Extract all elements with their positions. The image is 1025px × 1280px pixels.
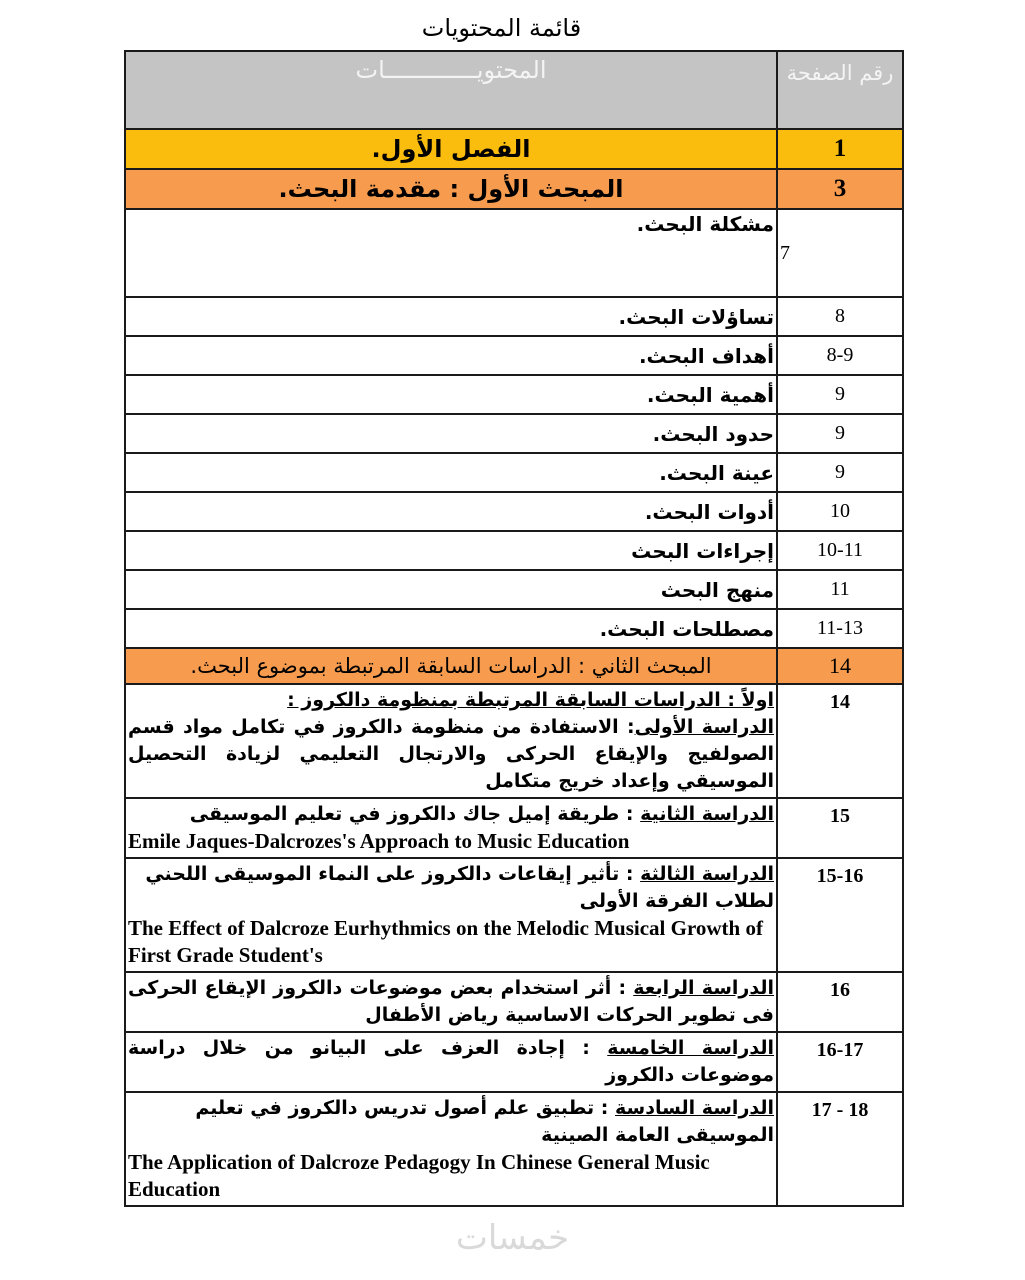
- toc-item: إجراءات البحث: [125, 531, 777, 570]
- study-english-title: Emile Jaques-Dalcrozes's Approach to Music Education: [128, 829, 630, 853]
- toc-item: مشكلة البحث.: [125, 209, 777, 297]
- toc-page: 8-9: [777, 336, 903, 375]
- toc-item: تساؤلات البحث.: [125, 297, 777, 336]
- chapter-row: [125, 129, 903, 169]
- study-row: [125, 1092, 903, 1206]
- study-row: [125, 972, 903, 1032]
- table-header: [125, 51, 903, 129]
- watermark-logo: خمسات: [455, 1218, 570, 1258]
- toc-page: 9: [777, 375, 903, 414]
- chapter-page: 1: [777, 129, 903, 169]
- toc-row: [125, 453, 903, 492]
- study-label: الدراسة السادسة: [615, 1097, 774, 1119]
- study-entry: [125, 798, 777, 858]
- study-label: الدراسة الرابعة: [633, 977, 774, 999]
- study-english-title: The Effect of Dalcroze Eurhythmics on the Melodic Musical Growth of First Grade Student's: [128, 916, 763, 967]
- study-text-block: [128, 975, 774, 1029]
- study-page: 16: [777, 972, 903, 1032]
- study-row: [125, 858, 903, 972]
- study-text-block: [128, 1095, 774, 1149]
- study-page: 15: [777, 798, 903, 858]
- toc-page: 9: [777, 414, 903, 453]
- study-text-block: [128, 714, 774, 795]
- study-text: : تأثير إيقاعات دالكروز على النماء الموسيقى اللحني لطلاب الفرقة الأولى: [145, 863, 774, 912]
- toc-page: 10: [777, 492, 903, 531]
- contents-table: [124, 50, 904, 1207]
- toc-row: [125, 531, 903, 570]
- toc-item: أهداف البحث.: [125, 336, 777, 375]
- study-entry: [125, 1032, 777, 1092]
- study-page: 14: [777, 684, 903, 798]
- study-label: الدراسة الأولى: [634, 716, 775, 738]
- study-page: 15-16: [777, 858, 903, 972]
- toc-item: حدود البحث.: [125, 414, 777, 453]
- study-entry: [125, 684, 777, 798]
- toc-row: [125, 375, 903, 414]
- chapter-title: الفصل الأول.: [125, 129, 777, 169]
- toc-row: [125, 336, 903, 375]
- study-text: : طريقة إميل جاك دالكروز في تعليم الموسيقى: [189, 803, 641, 825]
- toc-page: 8: [777, 297, 903, 336]
- study-text-block: [128, 801, 774, 828]
- section-page: 14: [777, 648, 903, 684]
- study-row: [125, 684, 903, 798]
- page-title: قائمة المحتويات: [421, 14, 582, 42]
- section-row: [125, 169, 903, 209]
- toc-row: [125, 414, 903, 453]
- toc-item: أهمية البحث.: [125, 375, 777, 414]
- toc-page: 11-13: [777, 609, 903, 648]
- study-text-block: [128, 861, 774, 915]
- header-contents: المحتويـــــــــــــات: [125, 51, 777, 129]
- header-page-number: رقم الصفحة: [777, 51, 903, 129]
- study-text-block: [128, 1035, 774, 1089]
- section-title: المبحث الثاني : الدراسات السابقة المرتبطة بموضوع البحث.: [125, 648, 777, 684]
- section-row: [125, 648, 903, 684]
- study-group-heading: اولاً : الدراسات السابقة المرتبطة بمنظومة دالكروز :: [287, 689, 774, 711]
- study-label: الدراسة الثالثة: [640, 863, 774, 885]
- toc-row: [125, 570, 903, 609]
- toc-item: أدوات البحث.: [125, 492, 777, 531]
- toc-item: منهج البحث: [125, 570, 777, 609]
- study-text: : تطبيق علم أصول تدريس دالكروز في تعليم الموسيقى العامة الصينية: [195, 1097, 774, 1146]
- study-text: : الاستفادة من منظومة دالكروز في تكامل مواد قسم الصولفيج والإيقاع الحركى والارتجال التعليمي لزيادة التحصيل الموسيقي وإعداد خريج متكامل: [128, 716, 774, 792]
- study-label: الدراسة الثانية: [640, 803, 774, 825]
- toc-row: [125, 297, 903, 336]
- study-english-title: The Application of Dalcroze Pedagogy In Chinese General Music Education: [128, 1150, 710, 1201]
- study-text: : إجادة العزف على البيانو من خلال دراسة موضوعات دالكروز: [128, 1037, 774, 1086]
- study-row: [125, 798, 903, 858]
- study-page: 18 - 17: [777, 1092, 903, 1206]
- study-entry: [125, 972, 777, 1032]
- section-title: المبحث الأول : مقدمة البحث.: [125, 169, 777, 209]
- study-label: الدراسة الخامسة: [607, 1037, 774, 1059]
- toc-item: عينة البحث.: [125, 453, 777, 492]
- study-page: 16-17: [777, 1032, 903, 1092]
- toc-page: 10-11: [777, 531, 903, 570]
- study-entry: [125, 1092, 777, 1206]
- toc-row: [125, 209, 903, 297]
- toc-item: مصطلحات البحث.: [125, 609, 777, 648]
- study-text: : أثر استخدام بعض موضوعات دالكروز الإيقاع الحركى فى تطوير الحركات الاساسية رياض الأطفال: [128, 977, 774, 1026]
- study-entry: [125, 858, 777, 972]
- toc-page: 7: [777, 209, 903, 297]
- study-row: [125, 1032, 903, 1092]
- toc-page: 11: [777, 570, 903, 609]
- section-page: 3: [777, 169, 903, 209]
- toc-row: [125, 609, 903, 648]
- toc-row: [125, 492, 903, 531]
- toc-page: 9: [777, 453, 903, 492]
